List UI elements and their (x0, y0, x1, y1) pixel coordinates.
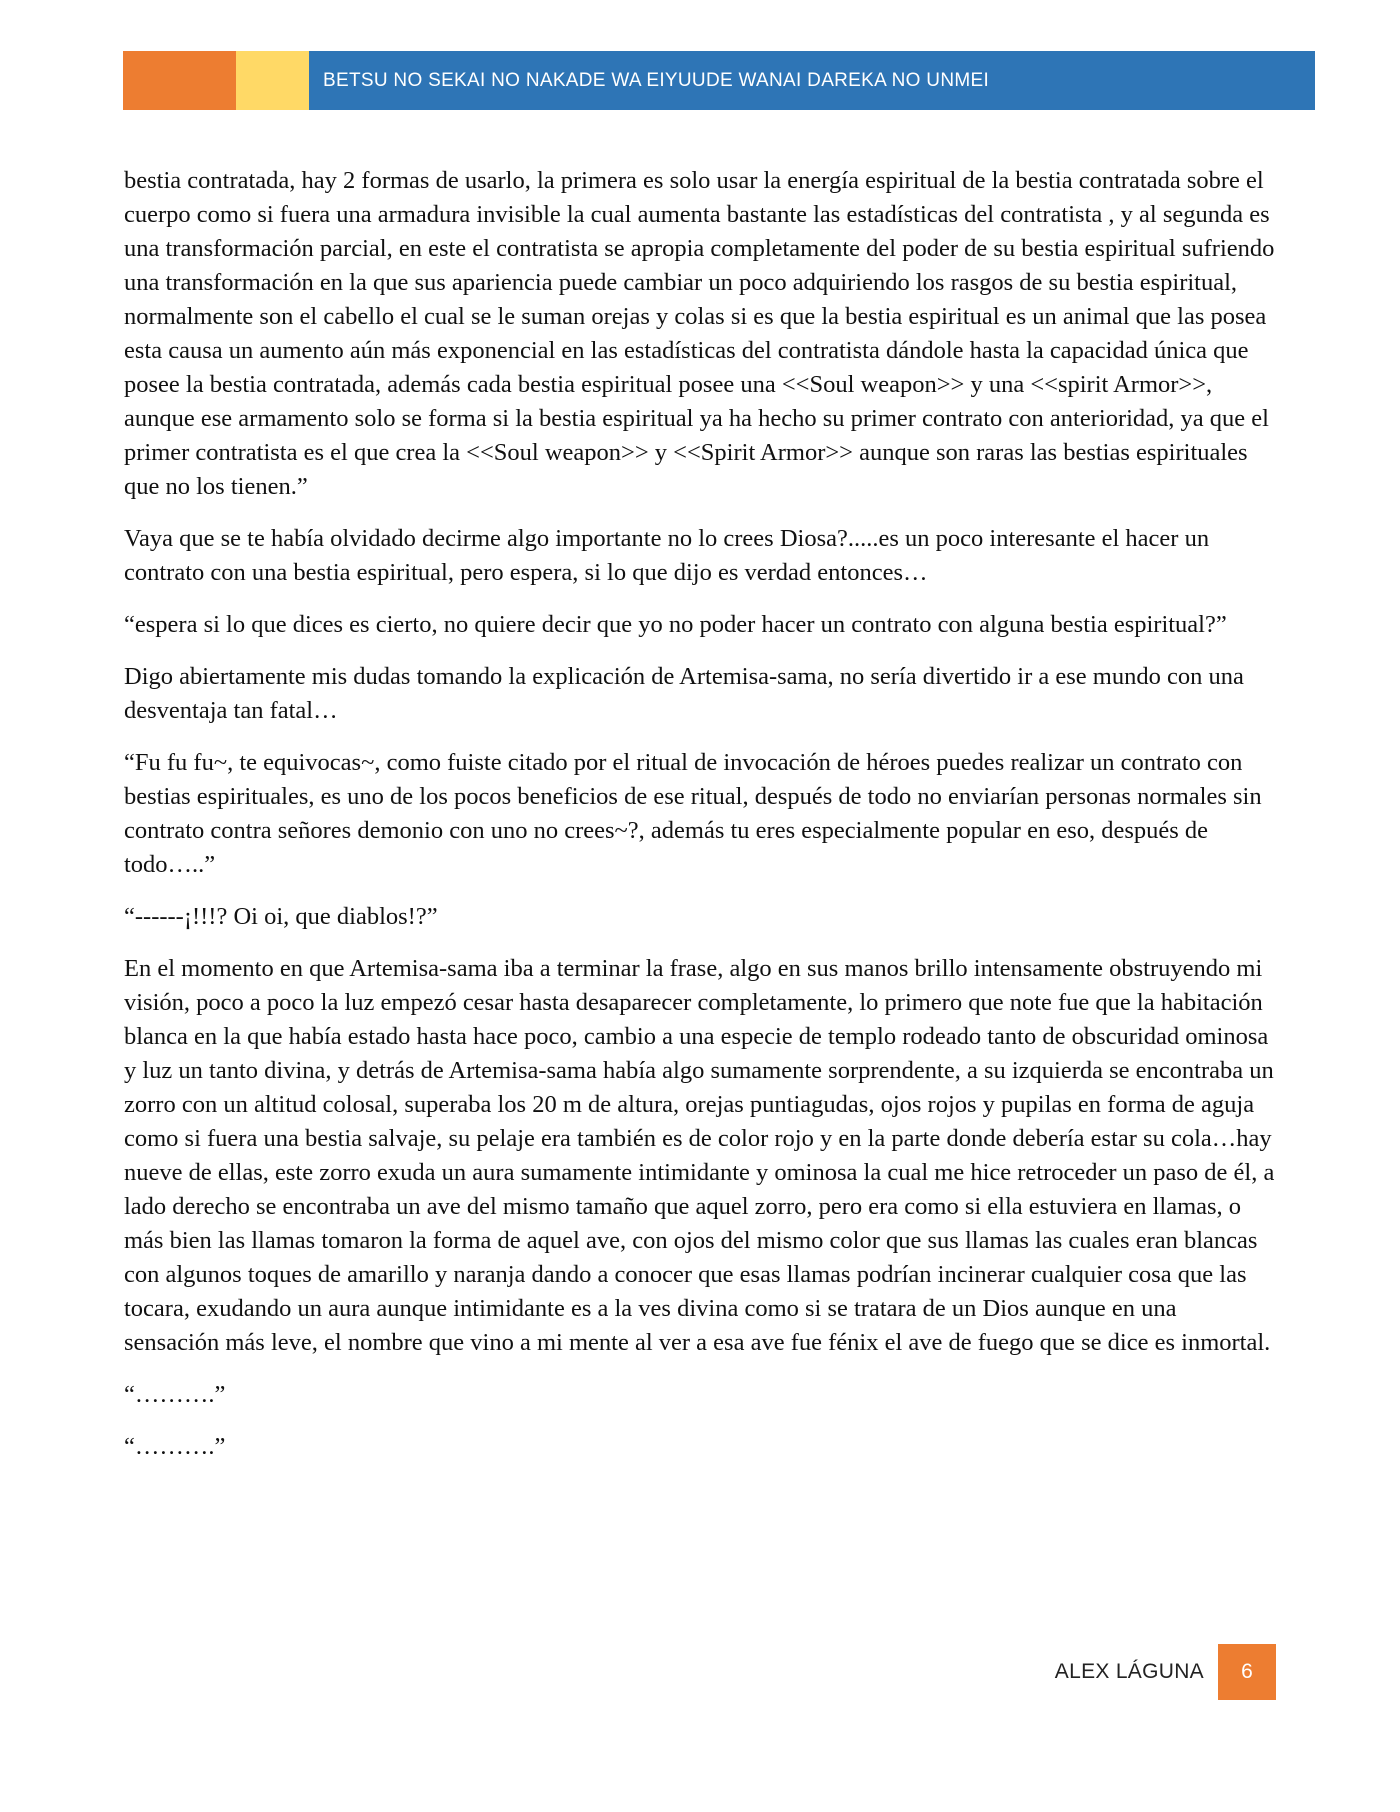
paragraph-5: “Fu fu fu~, te equivocas~, como fuiste citado por el ritual de invocación de héroes puedes realizar un contrato con bestias espirituales, es uno de los pocos beneficios de ese ritual, después de todo no enviarían personas normales sin contrato contra señores demonio con uno no crees~?, además tu eres especialmente popular en eso, después de todo…..” (124, 749, 1262, 878)
header-title: BETSU NO SEKAI NO NAKADE WA EIYUUDE WANAI DAREKA NO UNMEI (309, 51, 1315, 110)
paragraph-3: “espera si lo que dices es cierto, no quiere decir que yo no poder hacer un contrato con alguna bestia espiritual?” (124, 611, 1227, 638)
paragraph-2: Vaya que se te había olvidado decirme algo importante no lo crees Diosa?.....es un poco interesante el hacer un contrato con una bestia espiritual, pero espera, si lo que dijo es verdad entonces… (124, 525, 1210, 586)
page-number: 6 (1218, 1644, 1276, 1700)
paragraph-6: “------¡!!!? Oi oi, que diablos!?” (124, 903, 438, 930)
document-body (124, 164, 1276, 1482)
page-footer (1055, 1644, 1276, 1700)
header-orange-block (123, 51, 236, 110)
header-yellow-block (236, 51, 309, 110)
paragraph-9: “……….” (124, 1433, 226, 1460)
page-header (123, 51, 1315, 110)
paragraph-7: En el momento en que Artemisa-sama iba a terminar la frase, algo en sus manos brillo intensamente obstruyendo mi visión, poco a poco la luz empezó cesar hasta desaparecer completamente, lo primero que note fue que la habitación blanca en la que había estado hasta hace poco, cambio a una especie de templo rodeado tanto de obscuridad ominosa y luz un tanto divina, y detrás de Artemisa-sama había algo sumamente sorprendente, a su izquierda se encontraba un zorro con un altitud colosal, superaba los 20 m de altura, orejas puntiagudas, ojos rojos y pupilas en forma de aguja como si fuera una bestia salvaje, su pelaje era también es de color rojo y en la parte donde debería estar su cola…hay nueve de ellas, este zorro exuda un aura sumamente intimidante y ominosa la cual me hice retroceder un paso de él, a lado derecho se encontraba un ave del mismo tamaño que aquel zorro, pero era como si ella estuviera en llamas, o más bien las llamas tomaron la forma de aquel ave, con ojos del mismo color que sus llamas las cuales eran blancas con algunos toques de amarillo y naranja dando a conocer que esas llamas podrían incinerar cualquier cosa que las tocara, exudando un aura aunque intimidante es a la ves divina como si se tratara de un Dios aunque en una sensación más leve, el nombre que vino a mi mente al ver a esa ave fue fénix el ave de fuego que se dice es inmortal. (124, 955, 1275, 1356)
footer-author: ALEX LÁGUNA (1054, 1660, 1204, 1683)
paragraph-1: bestia contratada, hay 2 formas de usarlo, la primera es solo usar la energía espiritual de la bestia contratada sobre el cuerpo como si fuera una armadura invisible la cual aumenta bastante las estadísticas del contratista , y al segunda es una transformación parcial, en este el contratista se apropia completamente del poder de su bestia espiritual sufriendo una transformación en la que sus apariencia puede cambiar un poco adquiriendo los rasgos de su bestia espiritual, normalmente son el cabello el cual se le suman orejas y colas si es que la bestia espiritual es un animal que las posea esta causa un aumento aún más exponencial en las estadísticas del contratista dándole hasta la capacidad única que posee la bestia contratada, además cada bestia espiritual posee una <<Soul weapon>> y una <<spirit Armor>>, aunque ese armamento solo se forma si la bestia espiritual ya ha hecho su primer contrato con anterioridad, ya que el primer contratista es el que crea la <<Soul weapon>> y <<Spirit Armor>> aunque son raras las bestias espirituales que no los tienen.” (124, 167, 1275, 500)
paragraph-4: Digo abiertamente mis dudas tomando la explicación de Artemisa-sama, no sería divertido ir a ese mundo con una desventaja tan fatal… (124, 663, 1244, 724)
paragraph-8: “……….” (124, 1381, 226, 1408)
